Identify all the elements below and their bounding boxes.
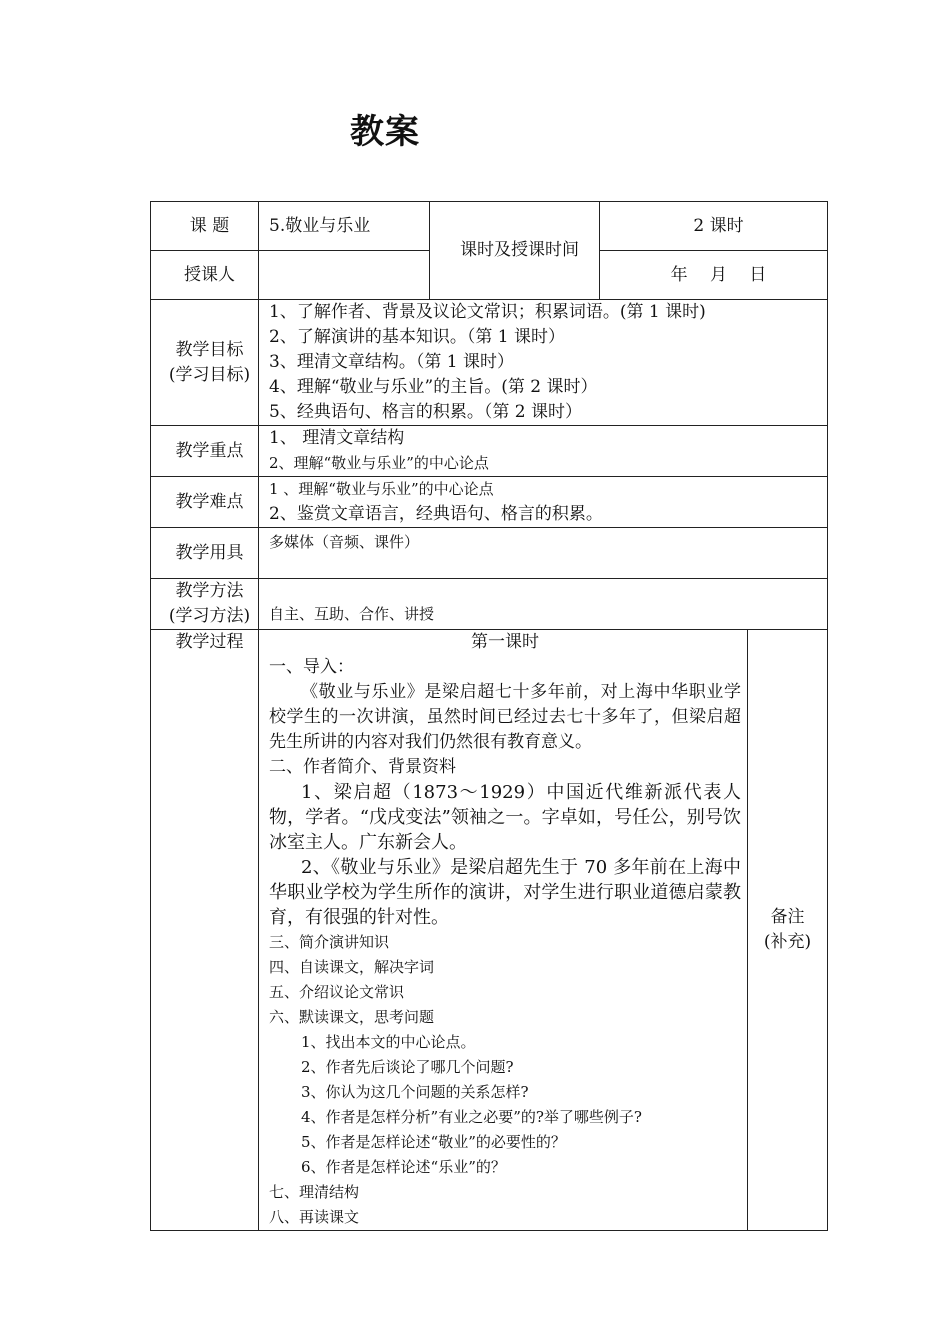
methods-value: 自主、互助、合作、讲授 xyxy=(269,605,435,623)
tools-row xyxy=(151,528,828,579)
document-title: 教案 xyxy=(350,112,420,152)
goals-label xyxy=(151,300,259,426)
key-points-content xyxy=(259,426,828,477)
hours-value: 2 课时 xyxy=(600,202,828,251)
section-heading: 四、自读课文，解决字词 xyxy=(269,958,435,976)
author-paragraph: 1、梁启超（1873～1929）中国近代维新派代表人物，学者。“戊戌变法”领袖之一。字卓如，号任公，别号饮冰室主人。广东新会人。 xyxy=(269,782,741,853)
question-item: 6、作者是怎样论述“乐业”的？ xyxy=(301,1158,506,1176)
remark-line1: 备注 xyxy=(770,907,805,927)
goal-item: 4、理解“敬业与乐业”的主旨。(第 2 课时） xyxy=(269,377,598,397)
difficulty-item: 2、鉴赏文章语言，经典语句、格言的积累。 xyxy=(269,504,603,524)
section-heading: 七、理清结构 xyxy=(269,1183,360,1201)
section-heading: 三、简介演讲知识 xyxy=(269,933,390,951)
background-paragraph: 2、《敬业与乐业》是梁启超先生于 70 多年前在上海中华职业学校为学生所作的演讲，对学生进行职业道德启蒙教育，有很强的针对性。 xyxy=(269,857,741,928)
key-point-item: 2、理解“敬业与乐业”的中心论点 xyxy=(269,454,489,472)
methods-label-line2: (学习方法) xyxy=(168,606,251,626)
question-item: 2、作者先后谈论了哪几个问题? xyxy=(301,1058,514,1076)
goal-item: 5、经典语句、格言的积累。（第 2 课时） xyxy=(269,402,582,422)
topic-value: 5.敬业与乐业 xyxy=(259,202,430,251)
section-heading: 六、默读课文，思考问题 xyxy=(269,1008,435,1026)
question-item: 1、找出本文的中心论点。 xyxy=(301,1033,476,1051)
process-row xyxy=(151,630,828,1231)
methods-row xyxy=(151,579,828,630)
goals-content xyxy=(259,300,828,426)
teacher-value xyxy=(259,251,430,300)
question-item: 3、你认为这几个问题的关系怎样? xyxy=(301,1083,529,1101)
lesson-plan-table xyxy=(150,201,828,1231)
difficulty-item: 1 、理解“敬业与乐业”的中心论点 xyxy=(269,480,494,498)
session-title: 第一课时 xyxy=(471,632,539,652)
question-item: 5、作者是怎样论述“敬业”的必要性的？ xyxy=(301,1133,566,1151)
methods-cell xyxy=(259,579,828,630)
goal-item: 2、了解演讲的基本知识。（第 1 课时） xyxy=(269,327,565,347)
key-points-row xyxy=(151,426,828,477)
remark-column xyxy=(748,630,828,1231)
question-item: 4、作者是怎样分析”有业之必要”的?举了哪些例子? xyxy=(301,1108,642,1126)
section-heading: 一、导入： xyxy=(269,657,354,677)
goals-label-line1: 教学目标 xyxy=(175,339,244,360)
hours-label: 课时及授课时间 xyxy=(430,202,600,300)
goals-row xyxy=(151,300,828,426)
teacher-label: 授课人 xyxy=(151,251,259,300)
difficulties-content xyxy=(259,477,828,528)
methods-label-line1: 教学方法 xyxy=(175,581,244,601)
intro-paragraph: 《敬业与乐业》是梁启超七十多年前，对上海中华职业学校学生的一次讲演，虽然时间已经过去七十多年了，但梁启超先生所讲的内容对我们仍然很有教育意义。 xyxy=(269,682,741,752)
tools-cell xyxy=(259,528,828,579)
goals-label-line2: (学习目标) xyxy=(168,364,251,385)
tools-value: 多媒体（音频、课件） xyxy=(269,533,420,551)
goal-item: 3、理清文章结构。（第 1 课时） xyxy=(269,352,514,372)
tools-label: 教学用具 xyxy=(151,528,259,579)
date-value: 年 月 日 xyxy=(600,251,828,300)
goal-item: 1、了解作者、背景及议论文常识；积累词语。(第 1 课时) xyxy=(269,302,706,322)
methods-label xyxy=(151,579,259,630)
process-content xyxy=(259,630,748,1231)
topic-label: 课 题 xyxy=(151,202,259,251)
key-point-item: 1、 理清文章结构 xyxy=(269,428,405,448)
remark-line2: (补充) xyxy=(763,932,812,952)
section-heading: 五、介绍议论文常识 xyxy=(269,983,405,1001)
difficulties-label: 教学难点 xyxy=(151,477,259,528)
topic-row xyxy=(151,202,828,251)
section-heading: 八、再读课文 xyxy=(269,1208,360,1226)
process-label: 教学过程 xyxy=(151,630,259,1231)
section-heading: 二、作者简介、背景资料 xyxy=(269,757,456,777)
difficulties-row xyxy=(151,477,828,528)
key-points-label: 教学重点 xyxy=(151,426,259,477)
